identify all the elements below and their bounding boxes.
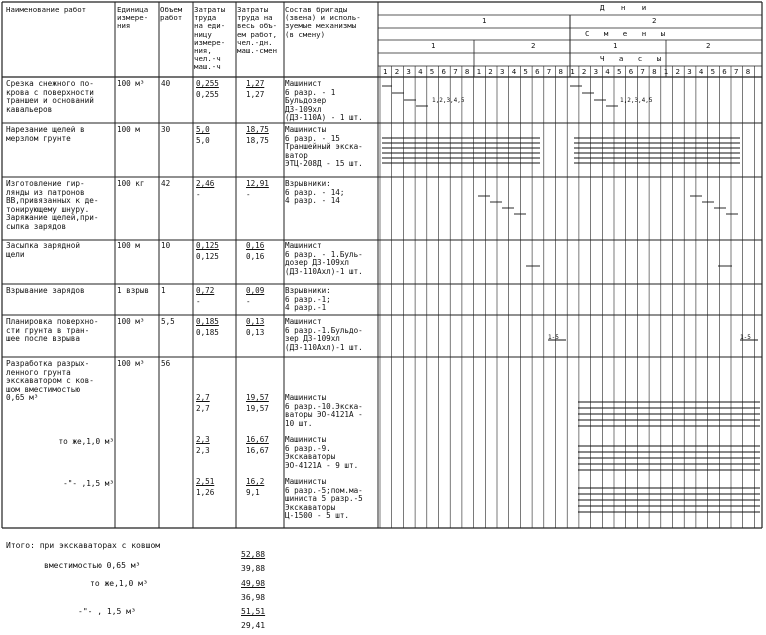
- labor-total-value: 9,1: [246, 489, 260, 497]
- shift-number: 2: [706, 42, 711, 50]
- hour-number: 8: [745, 68, 751, 76]
- header-days: Д н и: [600, 4, 653, 12]
- work-unit: 100 кг: [117, 180, 145, 188]
- hour-number: 6: [535, 68, 540, 76]
- hour-number: 8: [652, 68, 657, 76]
- work-volume: 40: [161, 80, 171, 88]
- labor-total-value: -: [246, 191, 251, 199]
- shift-number: 1: [431, 42, 436, 50]
- labor-unit-value: 2,7: [196, 405, 210, 413]
- header-shifts: С м е н ы: [585, 30, 671, 38]
- hour-number: 1: [570, 68, 575, 76]
- hour-number: 2: [581, 68, 587, 76]
- hour-number: 6: [628, 68, 634, 76]
- hour-number: 7: [734, 68, 739, 76]
- totals-label: то же,1,0 м³: [90, 579, 148, 588]
- labor-unit-value: 0,255: [196, 80, 219, 88]
- labor-total-value: 19,57: [246, 405, 269, 413]
- header-unit: Единица измере- ния: [117, 6, 149, 31]
- work-volume: 30: [161, 126, 171, 134]
- work-unit: 100 м³: [117, 318, 145, 326]
- labor-unit-value: 0,185: [196, 329, 219, 337]
- labor-total-value: 1,27: [246, 91, 265, 99]
- header-labor-total: Затраты труда на весь объ- ем работ, чел.-дн. маш.-смен: [237, 6, 278, 56]
- work-volume: [161, 476, 191, 486]
- totals-label: вместимостью 0,65 м³: [44, 561, 141, 570]
- labor-unit-value: 0,185: [196, 318, 219, 326]
- hour-number: 4: [605, 68, 610, 76]
- work-unit: [117, 434, 159, 444]
- day-number: 1: [482, 17, 487, 25]
- hour-number: 2: [394, 68, 400, 76]
- labor-total-value: 0,16: [246, 253, 265, 261]
- totals-value: 49,98: [241, 579, 266, 588]
- gantt-label: 1-5: [548, 334, 559, 341]
- hour-number: 4: [418, 68, 423, 76]
- labor-unit-value: 2,3: [196, 447, 210, 455]
- labor-unit-value: 5,0: [196, 126, 210, 134]
- labor-unit-value: 1,26: [196, 489, 215, 497]
- work-name: Планировка поверхно- сти грунта в тран- шее после взрыва: [6, 318, 99, 344]
- hour-number: 3: [500, 68, 505, 76]
- work-volume: 5,5: [161, 318, 175, 326]
- labor-unit-value: 0,72: [196, 287, 215, 295]
- hour-number: 6: [722, 68, 727, 76]
- hour-number: 1: [383, 68, 388, 76]
- hour-number: 3: [593, 68, 599, 76]
- crew-composition: Взрывники: 6 разр. - 14; 4 разр. - 14: [285, 180, 345, 206]
- hour-number: 7: [453, 68, 458, 76]
- labor-unit-value: 2,7: [196, 394, 210, 402]
- totals-value: 39,88: [241, 564, 266, 573]
- shift-number: 1: [613, 42, 618, 50]
- crew-composition: Машинисты 6 разр.-9. Экскаваторы ЭО-4121А - 9 шт.: [285, 436, 359, 470]
- work-name: -"- ,1,5 м³: [63, 480, 114, 488]
- work-unit: 100 м³: [117, 80, 145, 88]
- labor-total-value: 16,67: [246, 436, 269, 444]
- hour-number: 6: [441, 68, 446, 76]
- crew-composition: Взрывники: 6 разр.-1; 4 разр.-1: [285, 287, 331, 313]
- hour-number: 3: [687, 68, 692, 76]
- header-crew: Состав бригады (звена) и исполь- зуемые механизмы (в смену): [285, 6, 361, 39]
- work-unit: 100 м: [117, 242, 140, 250]
- labor-total-value: 16,67: [246, 447, 269, 455]
- labor-unit-value: -: [196, 191, 201, 199]
- work-volume: 42: [161, 180, 171, 188]
- work-name: Разработка разрых- ленного грунта экскаватором с ков- шом вместимостью 0,65 м³: [6, 360, 94, 403]
- work-name: Взрывание зарядов: [6, 287, 85, 295]
- totals-value: 29,41: [241, 621, 266, 630]
- work-unit: 100 м³: [117, 360, 145, 368]
- labor-total-value: 1,27: [246, 80, 265, 88]
- labor-total-value: 0,13: [246, 318, 265, 326]
- shift-number: 2: [531, 42, 536, 50]
- totals-value: 36,98: [241, 593, 266, 602]
- gantt-label: 1,2,3,4,5: [432, 97, 465, 104]
- crew-composition: Машинист 6 разр. - 1 Бульдозер ДЗ-109хл (ДЗ-110А) - 1 шт.: [285, 80, 363, 123]
- labor-unit-value: 0,125: [196, 253, 219, 261]
- hour-number: 7: [546, 68, 552, 76]
- hour-number: 5: [523, 68, 528, 76]
- hour-number: 4: [511, 68, 517, 76]
- work-volume: [161, 434, 191, 444]
- crew-composition: Машинист 6 разр. - 1.Буль- дозер ДЗ-109хл (ДЗ-110Ахл)-1 шт.: [285, 242, 363, 276]
- header-hours: Ч а с ы: [600, 55, 667, 63]
- work-unit: [117, 476, 159, 486]
- labor-unit-value: 2,51: [196, 478, 215, 486]
- labor-unit-value: 5,0: [196, 137, 210, 145]
- work-volume: 56: [161, 360, 171, 368]
- work-name: Изготовление гир- лянды из патронов ВВ,привязанных к де- тонирующему шнуру. Заряжание щелей,при- сыпка зарядов: [6, 180, 99, 231]
- day-number: 2: [652, 17, 657, 25]
- hour-number: 7: [640, 68, 645, 76]
- labor-total-value: 0,16: [246, 242, 265, 250]
- hour-number: 5: [429, 68, 435, 76]
- work-volume: 1: [161, 287, 166, 295]
- labor-total-value: -: [246, 298, 251, 306]
- labor-total-value: 16,2: [246, 478, 265, 486]
- labor-unit-value: 0,255: [196, 91, 219, 99]
- totals-value: 52,88: [241, 550, 266, 559]
- hour-number: 5: [617, 68, 622, 76]
- hour-number: 3: [406, 68, 411, 76]
- header-work-name: Наименование работ: [6, 6, 87, 14]
- hour-number: 1: [476, 68, 482, 76]
- header-volume: Объем работ: [160, 6, 183, 23]
- totals-value: 51,51: [241, 607, 266, 616]
- totals-label: -"- , 1,5 м³: [78, 607, 136, 616]
- gantt-label: 1-5: [740, 334, 751, 341]
- work-name: Срезка снежного по- крова с поверхности траншеи и оснований кавальеров: [6, 80, 94, 114]
- work-volume: 10: [161, 242, 171, 250]
- work-unit: 1 взрыв: [117, 287, 150, 295]
- header-labor-unit: Затраты труда на еди- ницу измере- ния, чел.-ч маш.-ч: [194, 6, 226, 72]
- labor-unit-value: 2,46: [196, 180, 215, 188]
- labor-unit-value: -: [196, 298, 201, 306]
- crew-composition: Машинисты 6 разр.-10.Экска- ваторы ЭО-4121А - 10 шт.: [285, 394, 363, 428]
- labor-total-value: 0,09: [246, 287, 265, 295]
- hour-number: 1: [663, 68, 669, 76]
- labor-total-value: 18,75: [246, 126, 269, 134]
- hour-number: 4: [698, 68, 704, 76]
- crew-composition: Машинисты 6 разр.-5;пом.ма- шиниста 5 разр.-5 Экскаваторы Ц-1500 - 5 шт.: [285, 478, 363, 521]
- hour-number: 5: [710, 68, 716, 76]
- work-name: Нарезание щелей в мерзлом грунте: [6, 126, 85, 143]
- labor-total-value: 18,75: [246, 137, 269, 145]
- labor-total-value: 0,13: [246, 329, 265, 337]
- hour-number: 8: [464, 68, 470, 76]
- labor-total-value: 19,57: [246, 394, 269, 402]
- work-name: Засыпка зарядной щели: [6, 242, 81, 259]
- labor-total-value: 12,91: [246, 180, 269, 188]
- labor-unit-value: 0,125: [196, 242, 219, 250]
- crew-composition: Машинист 6 разр.-1.Бульдо- зер ДЗ-109хл (ДЗ-110Ахл)-1 шт.: [285, 318, 363, 352]
- hour-number: 2: [488, 68, 493, 76]
- totals-title: Итого: при экскаваторах с ковшом: [6, 541, 161, 550]
- gantt-label: 1,2,3,4,5: [620, 97, 653, 104]
- work-unit: 100 м: [117, 126, 140, 134]
- work-name: то же,1,0 м³: [58, 438, 114, 446]
- crew-composition: Машинисты 6 разр. - 15 Траншейный экска- ватор ЭТЦ-208Д - 15 шт.: [285, 126, 363, 169]
- hour-number: 2: [675, 68, 680, 76]
- labor-unit-value: 2,3: [196, 436, 210, 444]
- hour-number: 8: [558, 68, 563, 76]
